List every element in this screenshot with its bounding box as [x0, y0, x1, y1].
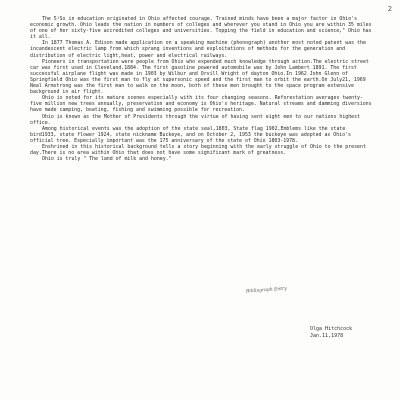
- paragraph-heritage: Enshrined in this historical background tells a story beginning with the early struggle of Ohio to the present day.There is no area within Ohio that does not have some significant mark of greatness.: [30, 143, 366, 157]
- paragraph-edison: In 1877 Thomas A. Edison made application on a speaking machine (phonograph) another most noted patent was the incandescent electric lamp from which sprang inventions and exploitations of methods for the generation and distribution of electric light,heat, power and electrical railways.: [30, 40, 366, 59]
- paragraph-nature: Ohio is noted for its mature scenes especially with its four changing seasons. Reforestation averages twenty-five million new trees annually, preservation and economy is Ohio's heritage. Natural streams and damming diversions have made camping, boating, fishing and swimming possible for recreation.: [30, 95, 372, 114]
- handwritten-annotation: Bibliograph Entry: [245, 286, 287, 295]
- paragraph-historical-events: Among historical events was the adoption of the state seal,1803, State flag 1902,Emblems like the state bird1933, state flower 1924, state nickname Buckeye, and on October 2, 1953 the buckeye was adopted as Ohio's official tree. Especially important was the 175 anniversary of the state of Ohio 1803-1978.: [30, 125, 351, 144]
- signature-block: [310, 326, 352, 340]
- paragraph-presidents: Ohio is known as the Mother of Presidents through the virtue of having sent eight men to our nations highest office.: [30, 113, 360, 126]
- signature-date: Jan.11,1978: [310, 333, 344, 339]
- paragraph-closing: Ohio is truly " The land of milk and honey.": [42, 156, 172, 163]
- page-number: 2: [387, 5, 392, 13]
- author-name: Olga Hitchcock: [310, 326, 353, 332]
- paragraph-education: The 5¹Ss in education originated in Ohio affected courage. Trained minds have been a major factor in Ohio's economic growth. Ohio leads the nation in numbers of colleges and wherever you stand in Ohio you are within 35 miles of one of her sixty-five accredited colleges and universities. Topping the field in education and science," Ohio has it all.: [30, 16, 372, 41]
- paragraph-transportation: Pioneers in transportation were people from Ohio who expended much knowledge through action.The electric street car was first used in Cleveland.1884. The first gasoline powered automobile was by John Lambert 1891. The first successful airplane flight was made in 1903 by Wilbur and Orvill Wright of dayton Ohio.In 1962 John Glenn of Springfield Ohio was the first man to fly at supersonic speed and the first man to orbit the earth.On July21, 1969 Neal Armstrong was the first man to walk on the moon, both of these men brought to the space program extensive background in air flight.: [30, 58, 369, 96]
- essay-body: [30, 16, 372, 162]
